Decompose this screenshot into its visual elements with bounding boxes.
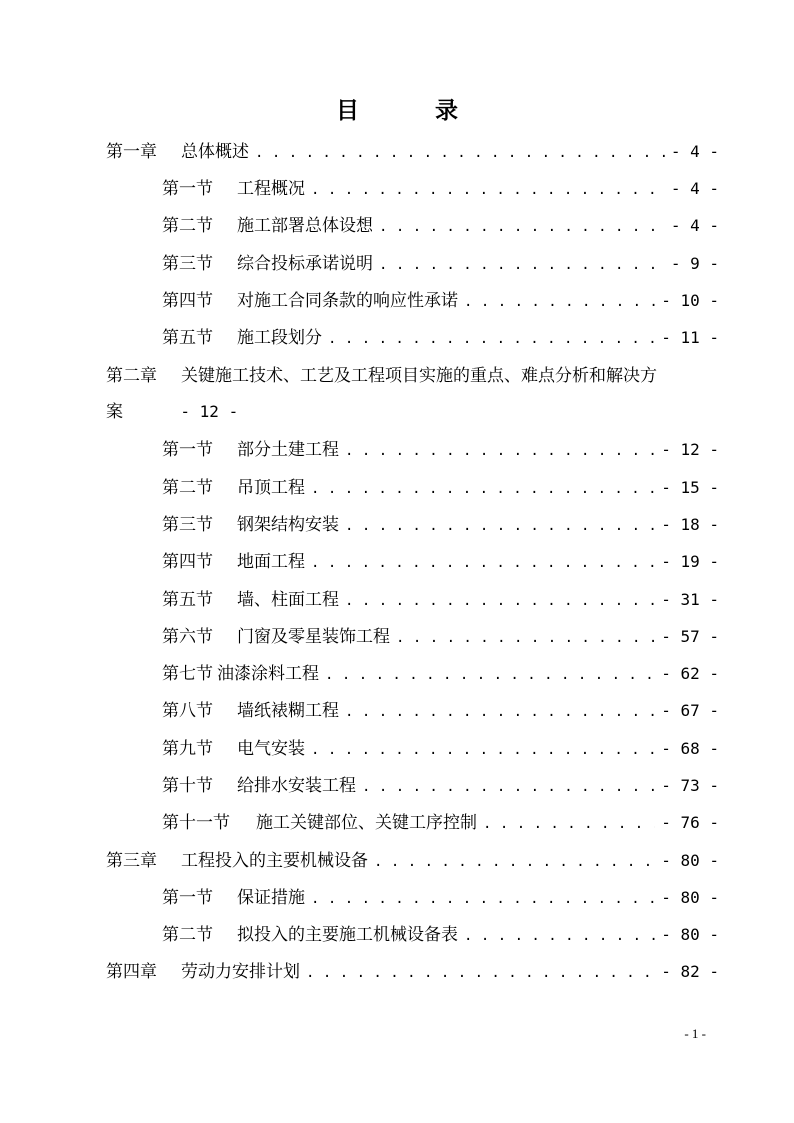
toc-leader-dots (379, 215, 665, 239)
toc-leader-dots (328, 327, 655, 351)
toc-label: 第六节 (162, 627, 213, 647)
toc-leader-dots (325, 663, 655, 687)
toc-label: 第八节 (162, 701, 213, 721)
toc-text: 对施工合同条款的响应性承诺 (237, 291, 458, 311)
toc-label: 第四节 (162, 291, 213, 311)
toc-page-number: - 12 - (661, 440, 719, 459)
toc-leader-dots (311, 551, 655, 575)
toc-entry-section[interactable] (162, 774, 719, 798)
toc-page-number: - 68 - (661, 739, 719, 758)
toc-page-number: - 80 - (661, 888, 719, 907)
toc-entry-section[interactable] (162, 811, 719, 835)
toc-entry-section[interactable] (162, 588, 719, 612)
toc-leader-dots (396, 626, 655, 650)
toc-page-number: - 67 - (661, 701, 719, 720)
toc-text: 总体概述 (181, 142, 249, 162)
toc-entry-section[interactable] (162, 699, 719, 723)
toc-label: 第一章 (106, 142, 157, 162)
toc-label: 第九节 (162, 739, 213, 759)
toc-label: 第三节 (162, 515, 213, 535)
toc-leader-dots (311, 738, 655, 762)
toc-entry-section[interactable] (162, 550, 719, 574)
toc-page-number: - 73 - (661, 776, 719, 795)
toc-label: 第十节 (162, 776, 213, 796)
toc-page-number: - 4 - (670, 179, 719, 198)
toc-page-number: - 31 - (661, 590, 719, 609)
toc-page-number: - 9 - (670, 254, 719, 273)
toc-entry-section[interactable] (162, 326, 719, 350)
toc-leader-dots (311, 178, 665, 202)
toc-page-number: - 15 - (661, 478, 719, 497)
toc-label: 第四节 (162, 552, 213, 572)
toc-text: 部分土建工程 (237, 440, 339, 460)
toc-text: 施工部署总体设想 (237, 216, 373, 236)
toc-text: 墙纸裱糊工程 (237, 701, 339, 721)
toc-entry-chapter[interactable] (106, 849, 719, 873)
toc-entry-section[interactable] (162, 214, 719, 238)
toc-entry-section[interactable] (162, 625, 719, 649)
toc-leader-dots (374, 850, 655, 874)
toc-entry-section[interactable] (162, 289, 719, 313)
toc-text: 施工段划分 (237, 328, 322, 348)
toc-page-number: - 12 - (180, 402, 239, 421)
toc-page-number: - 76 - (661, 813, 719, 832)
toc-entry-section[interactable] (162, 513, 719, 537)
toc-leader-dots (379, 253, 665, 277)
toc-page-number: - 82 - (661, 962, 719, 981)
toc-page-number: - 19 - (661, 552, 719, 571)
toc-text: 墙、柱面工程 (237, 590, 339, 610)
toc-label: 第三章 (106, 851, 157, 871)
toc-leader-dots (345, 439, 655, 463)
toc-leader-dots (362, 775, 655, 799)
toc-entry-section[interactable] (162, 886, 719, 910)
page-footer-number: - 1 - (684, 1026, 706, 1041)
toc-leader-dots (464, 290, 655, 314)
toc-entry-section[interactable] (162, 438, 719, 462)
toc-label: 第七节 (162, 664, 213, 684)
toc-entry-chapter[interactable] (106, 140, 719, 164)
toc-entry-section[interactable] (162, 923, 719, 947)
toc-label: 第二节 (162, 478, 213, 498)
toc-label: 第一节 (162, 179, 213, 199)
toc-entry-section[interactable] (162, 737, 719, 761)
toc-text: 拟投入的主要施工机械设备表 (237, 925, 458, 945)
toc-label: 第十一节 (162, 813, 230, 833)
toc-text: 关键施工技术、工艺及工程项目实施的重点、难点分析和解决方 (181, 366, 657, 386)
toc-label: 第一节 (162, 888, 213, 908)
toc-leader-dots (311, 477, 655, 501)
toc-entry-section[interactable] (162, 177, 719, 201)
toc-entry-chapter[interactable] (106, 960, 719, 984)
toc-page-number: - 4 - (670, 142, 719, 161)
toc-label: 第五节 (162, 590, 213, 610)
toc-text: 钢架结构安装 (237, 515, 339, 535)
toc-text: 保证措施 (237, 888, 305, 908)
toc-text: 电气安装 (237, 739, 305, 759)
toc-entry-section[interactable] (162, 252, 719, 276)
toc-page-number: - 62 - (661, 664, 719, 683)
toc-label: 第一节 (162, 440, 213, 460)
toc-leader-dots (345, 700, 655, 724)
toc-text: 油漆涂料工程 (217, 664, 319, 684)
toc-label: 第三节 (162, 254, 213, 274)
toc-page-number: - 80 - (661, 851, 719, 870)
toc-text: 工程投入的主要机械设备 (181, 851, 368, 871)
toc-leader-dots (311, 887, 655, 911)
toc-leader-dots (464, 924, 655, 948)
toc-text: 施工关键部位、关键工序控制 (256, 813, 477, 833)
toc-page-number: - 4 - (670, 216, 719, 235)
toc-text: 劳动力安排计划 (181, 962, 300, 982)
toc-page-number: - 80 - (661, 925, 719, 944)
toc-page-number: - 10 - (661, 291, 719, 310)
toc-entry-chapter[interactable] (106, 364, 719, 388)
toc-text: 门窗及零星装饰工程 (237, 627, 390, 647)
toc-leader-dots (306, 961, 655, 985)
toc-label: 第二节 (162, 216, 213, 236)
toc-entry-section[interactable] (162, 476, 719, 500)
toc-text: 案 (106, 402, 123, 422)
toc-leader-dots (255, 141, 665, 165)
toc-label: 第五节 (162, 328, 213, 348)
toc-entry-chapter-continuation[interactable] (106, 400, 238, 424)
toc-text: 地面工程 (237, 552, 305, 572)
toc-label: 第四章 (106, 962, 157, 982)
toc-text: 吊顶工程 (237, 478, 305, 498)
toc-page-number: - 11 - (661, 328, 719, 347)
toc-page-number: - 18 - (661, 515, 719, 534)
toc-leader-dots (483, 812, 655, 836)
toc-text: 给排水安装工程 (237, 776, 356, 796)
toc-leader-dots (345, 514, 655, 538)
toc-page-number: - 57 - (661, 627, 719, 646)
toc-label: 第二节 (162, 925, 213, 945)
toc-text: 工程概况 (237, 179, 305, 199)
toc-label: 第二章 (106, 366, 157, 386)
toc-title: 目 录 (335, 97, 492, 124)
toc-text: 综合投标承诺说明 (237, 254, 373, 274)
toc-entry-section[interactable] (162, 662, 719, 686)
toc-leader-dots (345, 589, 655, 613)
